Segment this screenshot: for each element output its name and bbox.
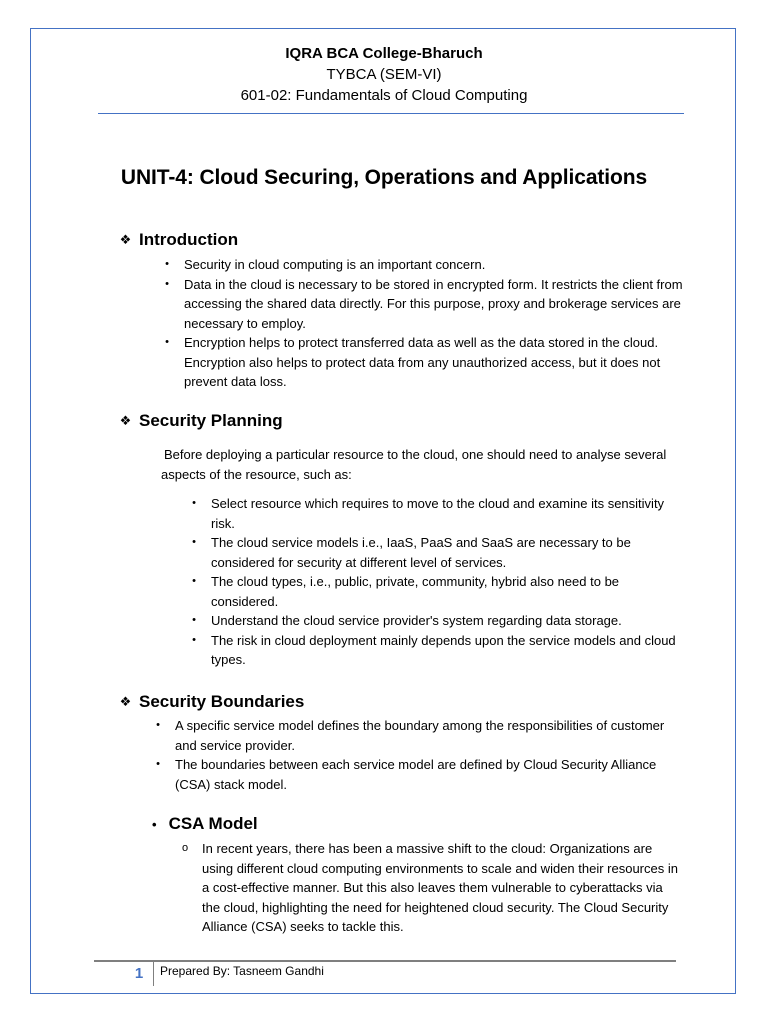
bullet-icon: • bbox=[165, 258, 169, 270]
csa-model-list bbox=[181, 839, 678, 937]
diamond-bullet-icon: ❖ bbox=[119, 232, 132, 247]
list-item bbox=[181, 839, 678, 937]
class-name: TYBCA (SEM-VI) bbox=[326, 66, 442, 83]
diamond-bullet-icon: ❖ bbox=[119, 694, 132, 709]
bullet-icon: • bbox=[165, 277, 169, 290]
circle-bullet-icon: o bbox=[181, 842, 189, 854]
introduction-heading bbox=[118, 230, 238, 250]
footer-separator bbox=[153, 962, 154, 986]
list-item bbox=[192, 494, 677, 533]
list-item-text: The risk in cloud deployment mainly depends upon the service models and cloud types. bbox=[211, 632, 676, 667]
prepared-by: Prepared By: Tasneem Gandhi bbox=[160, 964, 324, 978]
security-planning-intro: Before deploying a particular resource to the cloud, one should need to analyse several aspects of the resource, such as: bbox=[161, 447, 667, 482]
list-item bbox=[192, 533, 677, 572]
csa-model-heading bbox=[152, 814, 258, 834]
diamond-bullet-icon: ❖ bbox=[119, 413, 132, 428]
college-name: IQRA BCA College-Bharuch bbox=[285, 45, 483, 62]
security-boundaries-heading-text: Security Boundaries bbox=[139, 692, 305, 711]
header-divider bbox=[98, 113, 684, 114]
security-planning-list bbox=[192, 494, 677, 670]
unit-title: UNIT-4: Cloud Securing, Operations and Applications bbox=[120, 166, 648, 189]
list-item-text: A specific service model defines the boundary among the responsibilities of customer and service provider. bbox=[175, 718, 665, 753]
list-item bbox=[165, 333, 684, 392]
security-planning-heading-text: Security Planning bbox=[139, 411, 283, 430]
security-boundaries-heading bbox=[118, 692, 304, 712]
security-planning-heading bbox=[118, 411, 283, 431]
bullet-icon: • bbox=[152, 816, 157, 832]
introduction-heading-text: Introduction bbox=[139, 230, 239, 249]
list-item bbox=[156, 716, 675, 755]
footer-divider bbox=[94, 960, 676, 962]
list-item bbox=[192, 572, 677, 611]
list-item bbox=[165, 255, 684, 275]
list-item-text: The cloud service models i.e., IaaS, PaaS and SaaS are necessary to be considered for security at different level of services. bbox=[211, 535, 631, 570]
list-item bbox=[165, 275, 684, 334]
list-item-text: Encryption helps to protect transferred data as well as the data stored in the cloud. Encryption also helps to protect data from any unauthorized access, but it does not prevent data loss. bbox=[184, 335, 661, 389]
introduction-list bbox=[165, 255, 684, 392]
document-header bbox=[0, 44, 768, 106]
bullet-icon: • bbox=[192, 614, 196, 626]
bullet-icon: • bbox=[192, 575, 196, 587]
csa-model-heading-text: CSA Model bbox=[168, 814, 258, 833]
security-boundaries-list bbox=[156, 716, 675, 794]
list-item-text: Data in the cloud is necessary to be stored in encrypted form. It restricts the client from accessing the shared data directly. For this purpose, proxy and brokerage services are necessary to employ. bbox=[184, 276, 683, 331]
list-item-text: The cloud types, i.e., public, private, community, hybrid also need to be considered. bbox=[211, 574, 620, 609]
bullet-icon: • bbox=[165, 336, 169, 348]
list-item bbox=[156, 755, 675, 794]
list-item-text: In recent years, there has been a massive shift to the cloud: Organizations are using different cloud computing environments to scale and widen their resources in a cost-effective manner. But this also leaves them vulnerable to cyberattacks via the cloud, highlighting the need for heightened cloud security. The Cloud Security Alliance (CSA) seeks to tackle this. bbox=[202, 841, 678, 934]
list-item bbox=[192, 611, 677, 631]
list-item-text: The boundaries between each service model are defined by Cloud Security Alliance (CSA) stack model. bbox=[175, 757, 657, 792]
bullet-icon: • bbox=[192, 536, 196, 548]
page-number: 1 bbox=[134, 965, 144, 982]
list-item-text: Understand the cloud service provider's system regarding data storage. bbox=[211, 613, 622, 628]
list-item-text: Select resource which requires to move to the cloud and examine its sensitivity risk. bbox=[211, 496, 665, 531]
list-item-text: Security in cloud computing is an important concern. bbox=[184, 257, 486, 272]
bullet-icon: • bbox=[192, 497, 196, 509]
bullet-icon: • bbox=[156, 758, 160, 770]
bullet-icon: • bbox=[156, 719, 160, 731]
subject-name: 601-02: Fundamentals of Cloud Computing bbox=[240, 87, 528, 104]
bullet-icon: • bbox=[192, 633, 196, 646]
list-item bbox=[192, 631, 677, 670]
